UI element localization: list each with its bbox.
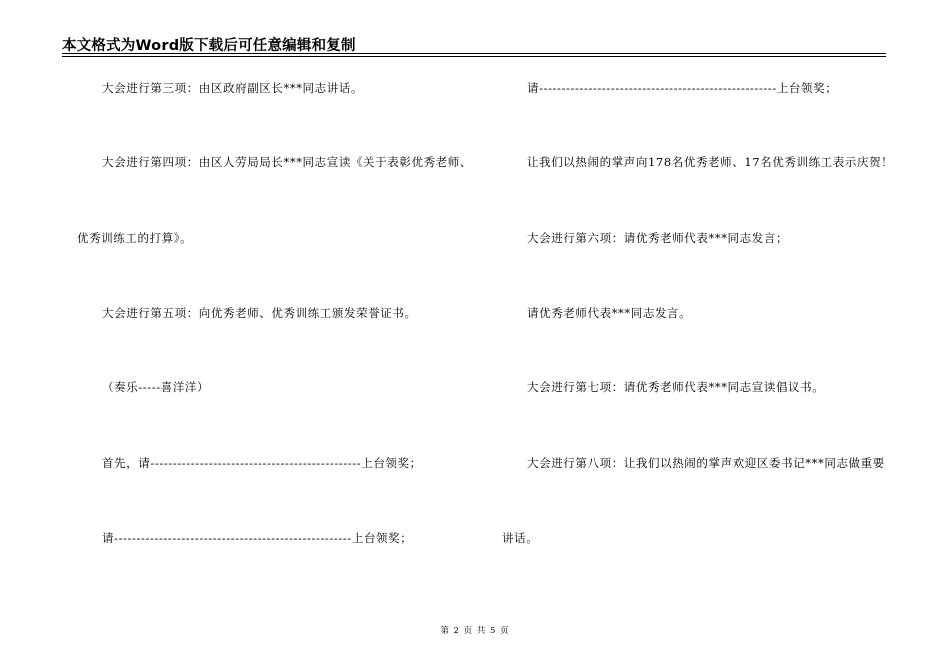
right-para-item-6: 大会进行第六项：请优秀老师代表***同志发言；	[527, 231, 789, 245]
right-para-teacher-speech: 请优秀老师代表***同志发言。	[527, 306, 692, 320]
right-para-item-7: 大会进行第七项：请优秀老师代表***同志宣读倡议书。	[527, 380, 825, 394]
page-number-footer: 第 2 页 共 5 页	[440, 626, 510, 636]
left-para-award-first: 首先，请-----------------------------------------------上台领奖；	[102, 456, 422, 470]
left-para-item-3: 大会进行第三项：由区政府副区长***同志讲话。	[102, 81, 364, 95]
document-header-title: 本文格式为Word版下载后可任意编辑和复制	[62, 38, 356, 54]
header-rule-top	[62, 53, 886, 54]
left-para-award-next: 请-----------------------------------------------------上台领奖；	[102, 531, 413, 545]
right-para-applause: 让我们以热闹的掌声向178名优秀老师、17名优秀训练工表示庆贺！	[527, 155, 894, 169]
right-para-item-8: 大会进行第八项：让我们以热闹的掌声欢迎区委书记***同志做重要	[527, 456, 885, 470]
left-para-item-5: 大会进行第五项：向优秀老师、优秀训练工颁发荣誉证书。	[102, 306, 417, 320]
left-para-item-4-cont: 优秀训练工的打算》。	[77, 231, 193, 245]
right-para-item-8-cont: 讲话。	[502, 531, 539, 545]
right-para-award: 请-----------------------------------------------------上台领奖；	[527, 81, 838, 95]
left-para-music-note: （奏乐-----喜洋洋）	[102, 380, 210, 394]
left-para-item-4: 大会进行第四项：由区人劳局局长***同志宣读《关于表彰优秀老师、	[102, 155, 472, 169]
header-rule-bottom	[62, 56, 886, 57]
